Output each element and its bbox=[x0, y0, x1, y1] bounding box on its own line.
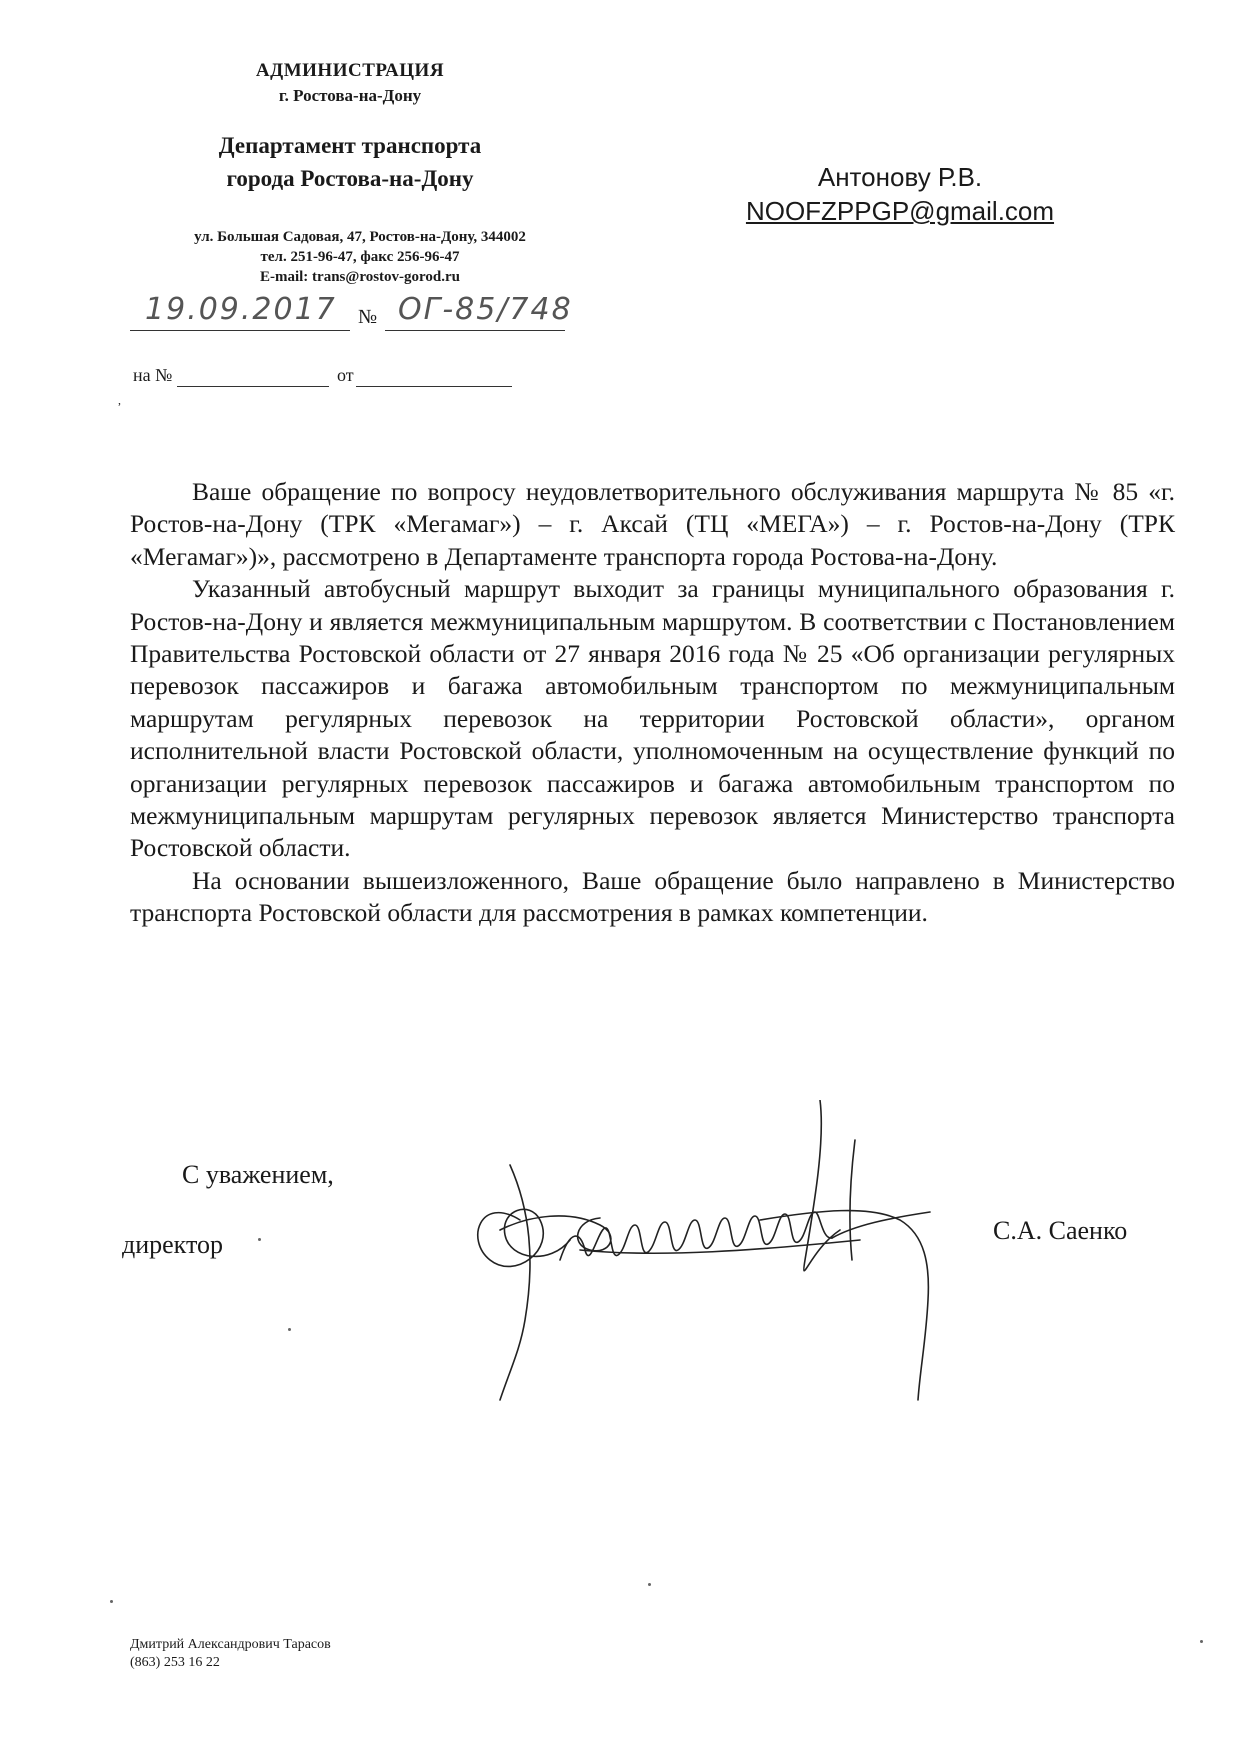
letter-body bbox=[130, 476, 1175, 930]
reference-underline bbox=[177, 386, 329, 387]
recipient-email: NOOFZPPGP@gmail.com bbox=[745, 196, 1055, 226]
letterhead-phone: тел. 251-96-47, факс 256-96-47 bbox=[260, 249, 460, 265]
signature-icon bbox=[460, 1100, 980, 1420]
letterhead-department-line1: Департамент транспорта bbox=[218, 133, 482, 158]
executor-name: Дмитрий Александрович Тарасов bbox=[130, 1637, 331, 1652]
executor-phone: (863) 253 16 22 bbox=[130, 1655, 220, 1670]
recipient-name: Антонову Р.В. bbox=[817, 162, 983, 192]
registration-number: ОГ-85/748 bbox=[398, 292, 573, 327]
body-paragraph-2: Указанный автобусный маршрут выходит за границы муниципального образования г. Ростов-на-Дону и является межмуниципальным маршрутом. В соответствии с Постановлением Правительства Ростовской области от 27 января 2016 года № 25 «Об организации регулярных перевозок пассажиров и багажа автомобильным транспортом по межмуниципальным маршрутам регулярных перевозок на территории Ростовской области», органом исполнительной власти Ростовской области, уполномоченным на осуществление функций по организации регулярных перевозок пассажиров и багажа автомобильным транспортом по межмуниципальным маршрутам регулярных перевозок является Министерство транспорта Ростовской области. bbox=[130, 574, 1175, 863]
scan-speck bbox=[648, 1583, 651, 1586]
scan-speck bbox=[1200, 1640, 1203, 1643]
date-underline bbox=[130, 330, 350, 331]
number-underline bbox=[385, 330, 565, 331]
letterhead-org: АДМИНИСТРАЦИЯ bbox=[255, 60, 445, 81]
body-paragraph-1: Ваше обращение по вопросу неудовлетворительного обслуживания маршрута № 85 «г. Ростов-на-Дону (ТРК «Мегамаг») – г. Аксай (ТЦ «МЕГА») – г. Ростов-на-Дону (ТРК «Мегамаг»)», рассмотрено в Департаменте транспорта города Ростова-на-Дону. bbox=[130, 477, 1175, 571]
scan-mark: , bbox=[118, 393, 121, 407]
from-underline bbox=[356, 386, 512, 387]
executor-footer bbox=[130, 1636, 331, 1672]
reference-label: на № bbox=[133, 365, 173, 385]
from-label: от bbox=[337, 365, 354, 385]
letterhead-address: ул. Большая Садовая, 47, Ростов-на-Дону, 344002 bbox=[194, 229, 526, 245]
registration-date: 19.09.2017 bbox=[145, 292, 337, 327]
letterhead-email: E-mail: trans@rostov-gorod.ru bbox=[259, 269, 461, 285]
registration-number-label: № bbox=[358, 306, 378, 328]
scan-speck bbox=[110, 1600, 113, 1603]
letterhead-city: г. Ростова-на-Дону bbox=[278, 86, 422, 105]
body-paragraph-3: На основании вышеизложенного, Ваше обращение было направлено в Министерство транспорта Ростовской области для рассмотрения в рамках компетенции. bbox=[130, 865, 1175, 928]
closing-regards: С уважением, bbox=[182, 1160, 334, 1189]
scan-speck bbox=[288, 1328, 291, 1331]
signatory-position: директор bbox=[122, 1230, 223, 1259]
letterhead-contacts bbox=[100, 227, 620, 287]
signatory-name: С.А. Саенко bbox=[993, 1216, 1128, 1245]
scan-speck bbox=[258, 1238, 261, 1241]
letterhead-department-line2: города Ростова-на-Дону bbox=[226, 166, 474, 191]
recipient-block bbox=[700, 160, 1100, 228]
